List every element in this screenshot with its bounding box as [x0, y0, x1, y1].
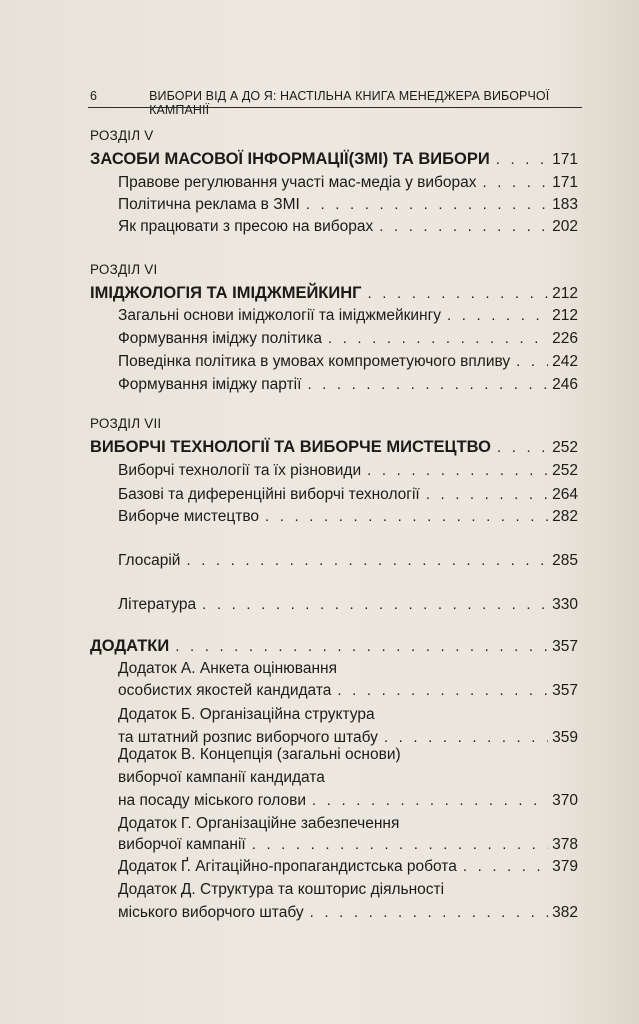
leader-dots: [306, 196, 548, 213]
toc-entry[interactable]: [118, 353, 578, 371]
leader-dots: [186, 552, 548, 569]
leader-dots: [516, 353, 548, 370]
toc-entry-title: Правове регулювання участі мас-медіа у виборах: [118, 174, 477, 191]
leader-dots: [252, 836, 548, 853]
leader-dots: [426, 486, 548, 503]
toc-entry[interactable]: [118, 174, 578, 192]
section-title-7[interactable]: [90, 438, 578, 457]
leader-dots: [463, 858, 548, 875]
header-rule: [88, 107, 582, 108]
toc-entry[interactable]: [118, 218, 578, 236]
appendix-v-line-2: виборчої кампанії кандидата: [118, 769, 325, 786]
toc-entry-title: Виборчі технології та їх різновиди: [118, 462, 362, 479]
appendix-entry-v[interactable]: [118, 792, 578, 810]
leader-dots: [312, 792, 548, 809]
section-title-text: ДОДАТКИ: [90, 637, 170, 655]
page-number: 171: [552, 174, 578, 191]
leader-dots: [483, 174, 549, 191]
toc-entry[interactable]: [118, 307, 578, 325]
section-title-5[interactable]: [90, 150, 578, 169]
toc-entry-title: виборчої кампанії: [118, 836, 246, 853]
page-number: 252: [552, 439, 578, 456]
toc-entry-title: особистих якостей кандидата: [118, 682, 332, 699]
page-number: 378: [552, 836, 578, 853]
page-number: 212: [552, 307, 578, 324]
leader-dots: [202, 596, 548, 613]
page-number: 285: [552, 552, 578, 569]
page-number: 282: [552, 508, 578, 525]
section-label-7: РОЗДІЛ VII: [90, 416, 162, 431]
page-number: 382: [552, 904, 578, 921]
toc-entry[interactable]: [118, 462, 578, 480]
page-number: 212: [552, 285, 578, 302]
appendix-a-line-1: Додаток А. Анкета оцінювання: [118, 660, 337, 677]
appendix-entry-b[interactable]: [118, 729, 578, 747]
toc-entry-title: Глосарій: [118, 552, 181, 569]
section-title-6[interactable]: [90, 284, 578, 303]
leader-dots: [368, 285, 549, 302]
section-label-5: РОЗДІЛ V: [90, 128, 154, 143]
page-number: 357: [552, 682, 578, 699]
leader-dots: [175, 638, 548, 655]
toc-entry-title: на посаду міського голови: [118, 792, 307, 809]
page-number: 357: [552, 638, 578, 655]
page-number: 183: [552, 196, 578, 213]
leader-dots: [384, 729, 548, 746]
toc-entry[interactable]: [118, 486, 578, 504]
appendices-title[interactable]: [90, 637, 578, 656]
appendix-entry-ge[interactable]: [118, 858, 578, 876]
section-title-text: ВИБОРЧІ ТЕХНОЛОГІЇ ТА ВИБОРЧЕ МИСТЕЦТВО: [90, 438, 492, 456]
toc-entry-title: Базові та диференційні виборчі технології: [118, 486, 420, 503]
header-running-title: ВИБОРИ ВІД А ДО Я: НАСТІЛЬНА КНИГА МЕНЕДЖЕРА ВИБОРЧОЇ КАМПАНІЇ: [149, 89, 550, 117]
literature-entry[interactable]: [118, 596, 578, 614]
page-number: 242: [552, 353, 578, 370]
toc-entry-title: Література: [118, 596, 197, 613]
toc-entry-title: Політична реклама в ЗМІ: [118, 196, 300, 213]
glossary-entry[interactable]: [118, 552, 578, 570]
appendix-entry-a[interactable]: [118, 682, 578, 700]
page-number: 252: [552, 462, 578, 479]
leader-dots: [328, 330, 548, 347]
page-number: 379: [552, 858, 578, 875]
toc-entry[interactable]: [118, 508, 578, 526]
page-number: 264: [552, 486, 578, 503]
toc-entry[interactable]: [118, 376, 578, 394]
toc-entry-title: Загальні основи іміджології та іміджмейкингу: [118, 307, 442, 324]
appendix-entry-d[interactable]: [118, 904, 578, 922]
section-label-6: РОЗДІЛ VI: [90, 262, 158, 277]
leader-dots: [307, 376, 548, 393]
appendix-v-line-1: Додаток В. Концепція (загальні основи): [118, 746, 401, 763]
appendix-g-line-1: Додаток Г. Організаційне забезпечення: [118, 815, 400, 832]
toc-entry-title: Поведінка політика в умовах компрометуючого впливу: [118, 353, 511, 370]
page-number: 359: [552, 729, 578, 746]
toc-entry-title: Як працювати з пресою на виборах: [118, 218, 374, 235]
appendix-b-line-1: Додаток Б. Організаційна структура: [118, 706, 375, 723]
section-title-text: ІМІДЖОЛОГІЯ ТА ІМІДЖМЕЙКИНГ: [90, 284, 362, 302]
page-number: 171: [552, 151, 578, 168]
leader-dots: [447, 307, 548, 324]
toc-entry-title: Формування іміджу партії: [118, 376, 302, 393]
toc-entry-title: Виборче мистецтво: [118, 508, 260, 525]
appendix-entry-g[interactable]: [118, 836, 578, 854]
page-number: 330: [552, 596, 578, 613]
leader-dots: [337, 682, 548, 699]
toc-entry-title: та штатний розпис виборчого штабу: [118, 729, 378, 746]
leader-dots: [367, 462, 548, 479]
section-title-text: ЗАСОБИ МАСОВОЇ ІНФОРМАЦІЇ(ЗМІ) ТА ВИБОРИ: [90, 150, 490, 168]
leader-dots: [265, 508, 548, 525]
toc-entry-title: Формування іміджу політика: [118, 330, 322, 347]
toc-entry[interactable]: [118, 196, 578, 214]
running-header: [90, 89, 580, 117]
leader-dots: [310, 904, 549, 921]
leader-dots: [379, 218, 548, 235]
leader-dots: [496, 151, 548, 168]
page-number: 370: [552, 792, 578, 809]
appendix-d-line-1: Додаток Д. Структура та кошторис діяльності: [118, 881, 445, 898]
header-page-number: 6: [90, 89, 98, 103]
page-number: 246: [552, 376, 578, 393]
page-number: 202: [552, 218, 578, 235]
toc-entry-title: Додаток Ґ. Агітаційно-пропагандистська робота: [118, 858, 457, 875]
toc-entry[interactable]: [118, 330, 578, 348]
leader-dots: [497, 439, 548, 456]
page-number: 226: [552, 330, 578, 347]
toc-entry-title: міського виборчого штабу: [118, 904, 304, 921]
